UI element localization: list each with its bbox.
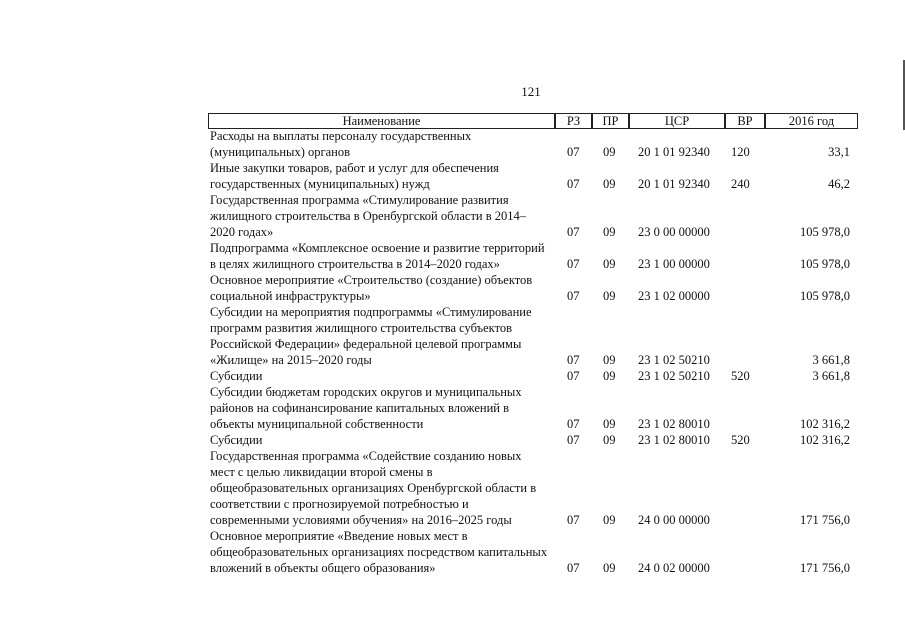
row-amount: 102 316,2 xyxy=(800,433,850,447)
row-name-line: Основное мероприятие «Введение новых мест в xyxy=(210,529,468,543)
row-name-line: Субсидии бюджетам городских округов и муниципальных xyxy=(210,385,522,399)
row-pr: 09 xyxy=(603,433,616,447)
row-pr: 09 xyxy=(603,289,616,303)
row-name-line: общеобразовательных организациях посредством капитальных xyxy=(210,545,548,559)
row-csr: 20 1 01 92340 xyxy=(638,177,710,191)
row-vr: 520 xyxy=(731,369,750,383)
row-amount: 3 661,8 xyxy=(812,369,850,383)
table-row xyxy=(210,432,860,448)
table-row xyxy=(210,368,860,384)
table-row xyxy=(210,448,860,528)
row-csr: 23 0 00 00000 xyxy=(638,225,710,239)
row-csr: 23 1 02 00000 xyxy=(638,289,710,303)
row-name-line: социальной инфраструктуры» xyxy=(210,289,371,303)
row-name-line: (муниципальных) органов xyxy=(210,145,351,159)
row-rz: 07 xyxy=(567,353,580,367)
table-row xyxy=(210,160,860,192)
table-row xyxy=(210,240,860,272)
row-name xyxy=(210,528,550,576)
row-rz: 07 xyxy=(567,145,580,159)
row-name xyxy=(210,368,550,384)
row-amount: 105 978,0 xyxy=(800,225,850,239)
table-row xyxy=(210,272,860,304)
row-name xyxy=(210,160,550,192)
row-name xyxy=(210,448,550,528)
row-rz: 07 xyxy=(567,513,580,527)
header-vr: ВР xyxy=(725,113,765,129)
row-name-line: районов на софинансирование капитальных вложений в xyxy=(210,401,510,415)
row-name-line: 2020 годах» xyxy=(210,225,274,239)
row-name-line: Субсидии на мероприятия подпрограммы «Стимулирование xyxy=(210,305,532,319)
row-name-line: программ развития жилищного строительства субъектов xyxy=(210,321,513,335)
row-name-line: Российской Федерации» федеральной целевой программы xyxy=(210,337,522,351)
row-rz: 07 xyxy=(567,561,580,575)
row-pr: 09 xyxy=(603,417,616,431)
row-amount: 33,1 xyxy=(828,145,850,159)
row-amount: 171 756,0 xyxy=(800,561,850,575)
row-name-line: мест с целью ликвидации второй смены в xyxy=(210,465,433,479)
header-year: 2016 год xyxy=(765,113,858,129)
row-rz: 07 xyxy=(567,225,580,239)
row-name-line: Субсидии xyxy=(210,433,263,447)
table-row xyxy=(210,192,860,240)
row-pr: 09 xyxy=(603,145,616,159)
row-csr: 23 1 02 80010 xyxy=(638,433,710,447)
row-name-line: объекты муниципальной собственности xyxy=(210,417,424,431)
row-name-line: «Жилище» на 2015–2020 годы xyxy=(210,353,372,367)
table-row xyxy=(210,528,860,576)
row-name-line: Иные закупки товаров, работ и услуг для обеспечения xyxy=(210,161,499,175)
row-name-line: вложений в объекты общего образования» xyxy=(210,561,436,575)
row-pr: 09 xyxy=(603,513,616,527)
row-name-line: Подпрограмма «Комплексное освоение и развитие территорий xyxy=(210,241,545,255)
row-amount: 105 978,0 xyxy=(800,257,850,271)
row-csr: 23 1 02 80010 xyxy=(638,417,710,431)
table-body xyxy=(210,128,860,576)
row-name-line: современными условиями обучения» на 2016–2025 годы xyxy=(210,513,512,527)
row-csr: 23 1 02 50210 xyxy=(638,369,710,383)
row-vr: 240 xyxy=(731,177,750,191)
header-name: Наименование xyxy=(208,113,555,129)
row-pr: 09 xyxy=(603,257,616,271)
row-amount: 102 316,2 xyxy=(800,417,850,431)
header-csr: ЦСР xyxy=(629,113,725,129)
row-rz: 07 xyxy=(567,369,580,383)
row-name xyxy=(210,128,550,160)
row-name-line: Расходы на выплаты персоналу государственных xyxy=(210,129,472,143)
row-amount: 46,2 xyxy=(828,177,850,191)
row-name-line: Субсидии xyxy=(210,369,263,383)
row-name xyxy=(210,272,550,304)
row-vr: 120 xyxy=(731,145,750,159)
page-number: 121 xyxy=(521,84,541,99)
row-name xyxy=(210,304,550,368)
row-vr: 520 xyxy=(731,433,750,447)
row-name-line: Государственная программа «Стимулирование развития xyxy=(210,193,509,207)
row-rz: 07 xyxy=(567,289,580,303)
row-csr: 24 0 02 00000 xyxy=(638,561,710,575)
row-name-line: соответствии с прогнозируемой потребностью и xyxy=(210,497,469,511)
row-pr: 09 xyxy=(603,353,616,367)
row-csr: 23 1 00 00000 xyxy=(638,257,710,271)
row-rz: 07 xyxy=(567,177,580,191)
row-amount: 171 756,0 xyxy=(800,513,850,527)
row-csr: 23 1 02 50210 xyxy=(638,353,710,367)
row-rz: 07 xyxy=(567,417,580,431)
table-row xyxy=(210,304,860,368)
row-pr: 09 xyxy=(603,225,616,239)
table-row xyxy=(210,128,860,160)
row-name-line: в целях жилищного строительства в 2014–2020 годах» xyxy=(210,257,500,271)
row-name-line: Основное мероприятие «Строительство (создание) объектов xyxy=(210,273,533,287)
row-rz: 07 xyxy=(567,433,580,447)
row-csr: 24 0 00 00000 xyxy=(638,513,710,527)
row-name-line: жилищного строительства в Оренбургской области в 2014– xyxy=(210,209,527,223)
table-row xyxy=(210,384,860,432)
row-pr: 09 xyxy=(603,369,616,383)
row-name-line: государственных (муниципальных) нужд xyxy=(210,177,430,191)
row-amount: 3 661,8 xyxy=(812,353,850,367)
row-name-line: общеобразовательных организациях Оренбургской области в xyxy=(210,481,537,495)
header-pr: ПР xyxy=(592,113,629,129)
row-name-line: Государственная программа «Содействие созданию новых xyxy=(210,449,522,463)
row-name xyxy=(210,384,550,432)
row-name xyxy=(210,240,550,272)
row-pr: 09 xyxy=(603,177,616,191)
row-pr: 09 xyxy=(603,561,616,575)
row-name xyxy=(210,192,550,240)
row-amount: 105 978,0 xyxy=(800,289,850,303)
row-name xyxy=(210,432,550,448)
row-csr: 20 1 01 92340 xyxy=(638,145,710,159)
row-rz: 07 xyxy=(567,257,580,271)
header-rz: РЗ xyxy=(555,113,592,129)
